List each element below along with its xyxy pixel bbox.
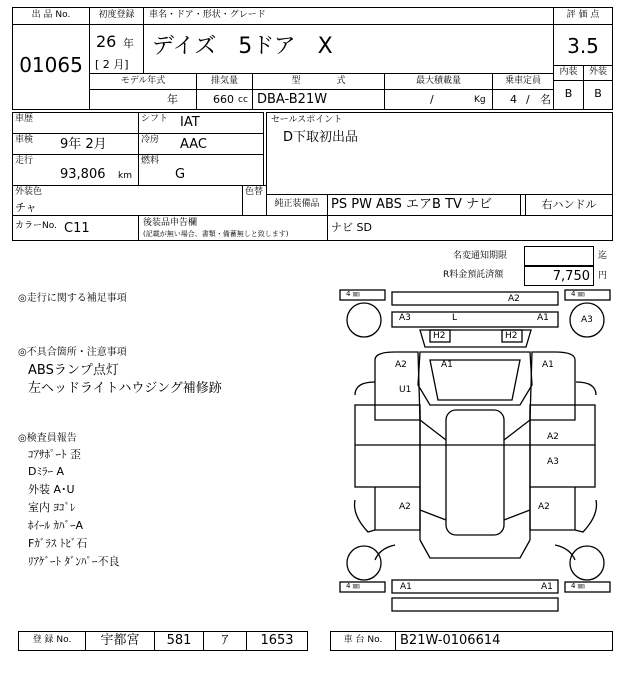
- equip-label: 純正装備品: [274, 199, 320, 209]
- defect-item: ABSランプ点灯: [28, 363, 119, 378]
- inspection-label: 車検: [15, 135, 34, 145]
- first-reg-year: 26: [96, 32, 117, 51]
- sales-point: D下取初出品: [283, 130, 359, 145]
- color-change-label: 色替: [245, 187, 264, 197]
- type: DBA-B21W: [257, 92, 328, 107]
- inspector-item: Dﾐﾗｰ A: [28, 465, 64, 478]
- type-label: 型 式: [291, 76, 346, 86]
- mark-right-front-door: A2: [547, 432, 559, 442]
- first-reg-label: 初度登録: [98, 10, 135, 20]
- inspector-title: ◎検査員報告: [18, 433, 77, 444]
- inspector-item: ﾘｱｹﾞｰﾄ ﾀﾞﾝﾊﾟｰ不良: [28, 555, 120, 568]
- mark-front-center: L: [452, 313, 458, 323]
- mark-left-u: U1: [399, 385, 412, 395]
- mark-rear-left: A1: [400, 582, 412, 592]
- tire-depth-front-right: 4 ㎜: [571, 290, 585, 298]
- inspector-item: ｺｱｻﾎﾟｰﾄ 歪: [28, 448, 81, 461]
- car-name-label: 車名・ドア・形状・グレード: [149, 10, 266, 20]
- reg-class: 581: [166, 633, 192, 648]
- mark-hood: A1: [441, 360, 453, 370]
- interior-grade: B: [564, 87, 573, 100]
- equip: PS PW ABS エアB TV ナビ: [331, 197, 493, 212]
- mark-right-quarter: A2: [538, 502, 550, 512]
- max-load-unit: Kg: [474, 95, 486, 105]
- inspector-item: 外装 A･U: [28, 483, 75, 496]
- chassis-label: 車 台 No.: [343, 635, 383, 645]
- exterior-grade: B: [594, 87, 602, 100]
- interior-label: 内装: [559, 67, 578, 77]
- inspector-item: ﾎｲｰﾙ ｶﾊﾞｰA: [28, 519, 84, 532]
- ext-color-label: 外装色: [15, 187, 43, 197]
- mark-front-left: A3: [399, 313, 411, 323]
- capacity-label: 乗車定員: [504, 76, 541, 86]
- inspection: 9年 2月: [60, 137, 107, 152]
- model-year-cell: [89, 89, 197, 110]
- color-no: C11: [64, 221, 90, 236]
- capacity: 4: [510, 93, 517, 106]
- reg-area: 宇都宮: [100, 633, 140, 648]
- displacement-unit: cc: [238, 95, 248, 105]
- model-year-unit: 年: [167, 93, 178, 106]
- sales-point-label: セールスポイント: [271, 115, 343, 125]
- defects-title: ◎不具合箇所・注意事項: [18, 347, 127, 358]
- color-no-label: カラーNo.: [15, 221, 57, 231]
- score-label: 評 価 点: [566, 10, 600, 20]
- first-reg-month: [ 2 月]: [95, 58, 129, 71]
- tire-depth-rear-left: 4 ㎜: [346, 582, 360, 590]
- ext-color: チャ: [15, 201, 37, 214]
- capacity-unit: /: [526, 93, 530, 106]
- displacement: 660: [213, 93, 234, 106]
- aftermarket-label: 後装品申告欄: [143, 218, 198, 228]
- tire-depth-front-left: 4 ㎜: [346, 290, 360, 298]
- reg-kana: ｱ: [221, 633, 229, 648]
- mark-front-right: A1: [537, 313, 549, 323]
- mileage-unit: km: [118, 171, 132, 181]
- history-label: 車歴: [15, 114, 34, 124]
- model-year-label: モデル年式: [120, 76, 166, 86]
- capacity-unit-2: 名: [540, 93, 551, 106]
- car-name: デイズ 5ドア X: [152, 34, 333, 59]
- recycle-unit: 円: [598, 271, 608, 281]
- fuel-label: 燃料: [141, 156, 160, 166]
- mark-left-fender: A2: [395, 360, 407, 370]
- mark-right-rear-door: A3: [547, 457, 559, 467]
- displacement-label: 排気量: [210, 76, 238, 86]
- first-reg-year-suffix: 年: [123, 37, 134, 50]
- mileage-label: 走行: [15, 156, 34, 166]
- tire-depth-rear-right: 4 ㎜: [571, 582, 585, 590]
- mark-right-front-tire: A3: [581, 315, 593, 325]
- recycle-label: R料金預託済額: [443, 270, 504, 280]
- recycle: 7,750: [552, 269, 590, 284]
- reg-number: 1653: [260, 633, 294, 648]
- score: 3.5: [567, 34, 599, 58]
- notice-unit: 迄: [598, 251, 608, 261]
- fuel: G: [175, 167, 186, 182]
- mark-h2-left: H2: [433, 331, 446, 341]
- inspector-item: Fｶﾞﾗｽ ﾄﾋﾞ石: [28, 537, 88, 550]
- ac-label: 冷房: [141, 135, 160, 145]
- lot-no: 01065: [19, 53, 83, 77]
- inspector-item: 室内 ﾖｺﾞﾚ: [28, 501, 76, 514]
- handle: 右ハンドル: [541, 198, 597, 211]
- ac: AAC: [180, 137, 207, 152]
- notice-label: 名変通知期限: [453, 251, 508, 261]
- mileage: 93,806: [60, 167, 106, 182]
- mark-front-bumper: A2: [508, 294, 520, 304]
- mark-rear-right: A1: [541, 582, 553, 592]
- driving-notes-title: ◎走行に関する補足事項: [18, 293, 127, 304]
- defect-item: 左ヘッドライトハウジング補修跡: [28, 381, 222, 396]
- notice-box: [524, 246, 594, 266]
- mark-left-quarter: A2: [399, 502, 411, 512]
- lot-no-label: 出 品 No.: [31, 10, 71, 20]
- ext-color-cell: [12, 185, 243, 216]
- mark-h2-right: H2: [505, 331, 518, 341]
- max-load-label: 最大積載量: [415, 76, 461, 86]
- exterior-label: 外装: [588, 67, 607, 77]
- aftermarket-note: (記載が無い場合、書類・備蓄無しと致します): [143, 230, 289, 238]
- reg-label: 登 録 No.: [32, 635, 72, 645]
- shift: IAT: [180, 115, 200, 130]
- aftermarket: ナビ SD: [331, 221, 372, 234]
- max-load: /: [430, 93, 434, 106]
- mark-right-fender: A1: [542, 360, 554, 370]
- chassis: B21W-0106614: [400, 633, 501, 648]
- shift-label: シフト: [141, 114, 169, 124]
